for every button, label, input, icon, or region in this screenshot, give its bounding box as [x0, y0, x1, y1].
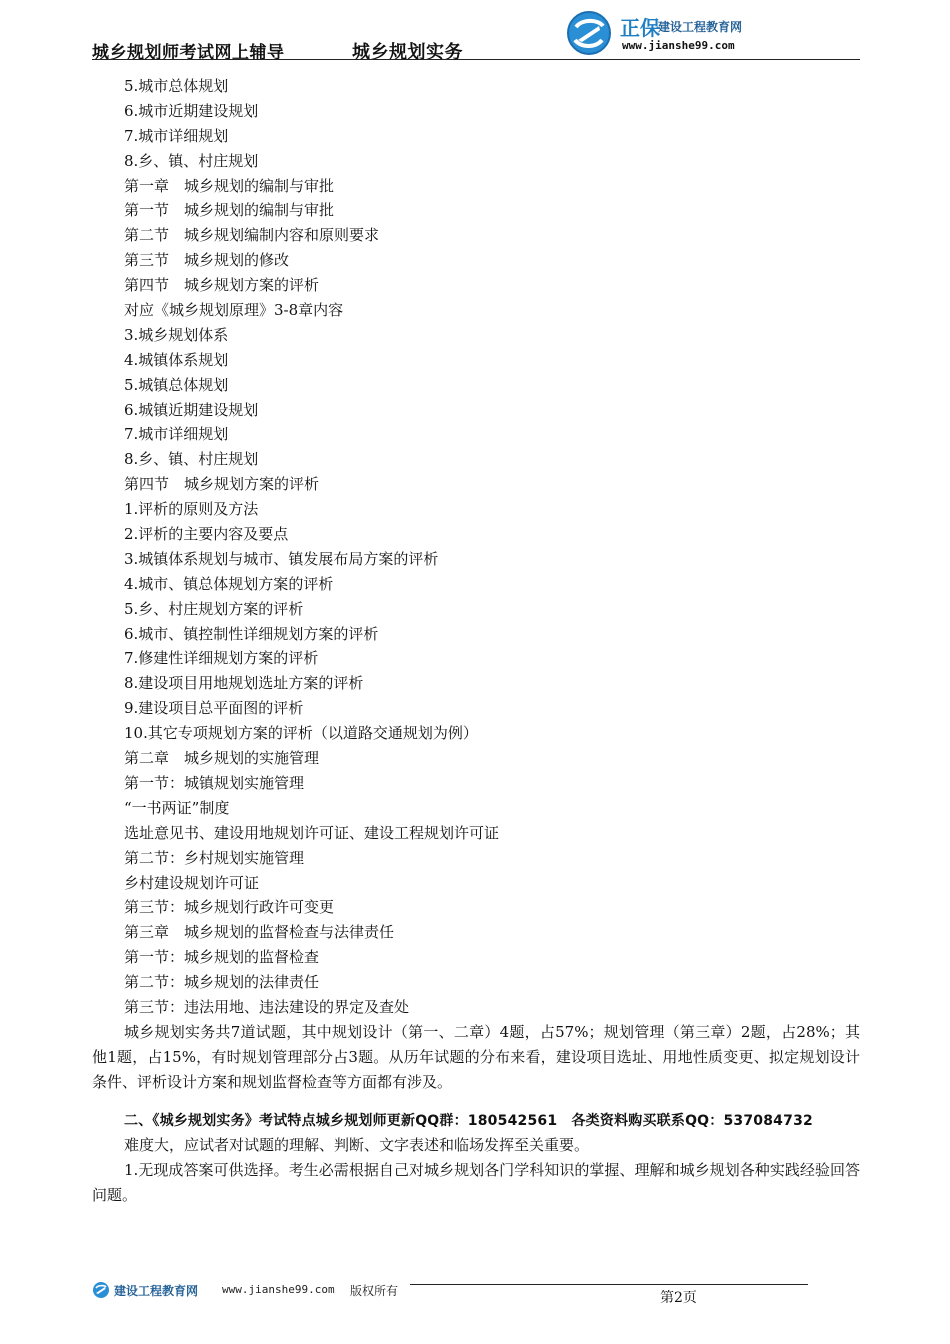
- outline-line: 对应《城乡规划原理》3-8章内容: [124, 301, 344, 320]
- page-number: 第2页: [660, 1290, 697, 1306]
- header-subject-title: 城乡规划实务: [352, 42, 463, 63]
- outline-list: [92, 74, 860, 1020]
- outline-line: 8.乡、镇、村庄规划: [124, 151, 259, 170]
- outline-line: 第一节 城乡规划的编制与审批: [124, 201, 335, 220]
- outline-line: 第二节：乡村规划实施管理: [124, 848, 305, 867]
- footer-copyright: 版权所有: [350, 1284, 399, 1298]
- point-1-paragraph: 1.无现成答案可供选择。考生必需根据自己对城乡规划各门学科知识的掌握、理解和城乡规划各种实践经验回答问题。: [92, 1161, 860, 1205]
- section-heading: 二、《城乡规划实务》考试特点城乡规划师更新QQ群：180542561 各类资料购买联系QQ：537084732: [124, 1112, 813, 1129]
- logo-mark-icon: [566, 10, 612, 56]
- outline-line: 10.其它专项规划方案的评析（以道路交通规划为例）: [124, 724, 478, 743]
- outline-line: 第四节 城乡规划方案的评析: [124, 475, 320, 494]
- outline-line: 4.城镇体系规划: [124, 350, 229, 369]
- outline-line: 9.建设项目总平面图的评析: [124, 699, 304, 718]
- footer-divider: [410, 1284, 808, 1285]
- header-divider: [92, 59, 860, 60]
- outline-line: 6.城市近期建设规划: [124, 101, 259, 120]
- header-course-title: 城乡规划师考试网上辅导: [92, 43, 285, 63]
- outline-line: 第一节：城乡规划的监督检查: [124, 948, 320, 967]
- outline-line: 1.评析的原则及方法: [124, 500, 259, 519]
- outline-line: 第二节 城乡规划编制内容和原则要求: [124, 226, 380, 245]
- outline-line: 6.城镇近期建设规划: [124, 400, 259, 419]
- outline-line: 第三节：违法用地、违法建设的界定及查处: [124, 997, 410, 1016]
- outline-line: 5.乡、村庄规划方案的评析: [124, 599, 304, 618]
- footer-site-name: 建设工程教育网: [114, 1284, 199, 1298]
- outline-line: 6.城市、镇控制性详细规划方案的评析: [124, 624, 379, 643]
- outline-line: 8.乡、镇、村庄规划: [124, 450, 259, 469]
- brand-logo[interactable]: [566, 6, 856, 56]
- outline-line: 2.评析的主要内容及要点: [124, 525, 289, 544]
- logo-url: www.jianshe99.com: [622, 39, 735, 52]
- outline-line: 5.城镇总体规划: [124, 375, 229, 394]
- outline-line: 5.城市总体规划: [124, 77, 229, 95]
- outline-line: 3.城镇体系规划与城市、镇发展布局方案的评析: [124, 549, 439, 568]
- outline-line: 7.修建性详细规划方案的评析: [124, 649, 319, 668]
- summary-paragraph: 城乡规划实务共7道试题，其中规划设计（第一、二章）4题，占57%；规划管理（第三章）2题，占28%；其他1题，占15%，有时规划管理部分占3题。从历年试题的分布来看，建设项目选址、用地性质变更、拟定规划设计条件、评析设计方案和规划监督检查等方面都有涉及。: [92, 1022, 860, 1091]
- outline-line: 第二章 城乡规划的实施管理: [124, 749, 320, 768]
- outline-line: 第一节：城镇规划实施管理: [124, 773, 305, 792]
- outline-line: 第四节 城乡规划方案的评析: [124, 276, 320, 295]
- outline-line: 选址意见书、建设用地规划许可证、建设工程规划许可证: [124, 823, 500, 842]
- document-body: [92, 74, 860, 1208]
- outline-line: 7.城市详细规划: [124, 126, 229, 145]
- outline-line: 4.城市、镇总体规划方案的评析: [124, 574, 334, 593]
- outline-line: 第三节 城乡规划的修改: [124, 251, 290, 270]
- outline-line: 第一章 城乡规划的编制与审批: [124, 176, 335, 195]
- footer-url[interactable]: www.jianshe99.com: [222, 1283, 335, 1296]
- page-footer: [92, 1276, 860, 1316]
- outline-line: 第三节：城乡规划行政许可变更: [124, 898, 335, 917]
- outline-line: 第三章 城乡规划的监督检查与法律责任: [124, 923, 395, 942]
- logo-brand-subtitle: 建设工程教育网: [658, 20, 743, 34]
- page-header: [92, 0, 860, 62]
- footer-logo-icon: [92, 1281, 110, 1299]
- spacer: [92, 1095, 860, 1109]
- logo-brand-name: 正保: [620, 16, 660, 40]
- difficulty-paragraph: 难度大，应试者对试题的理解、判断、文字表述和临场发挥至关重要。: [124, 1136, 590, 1155]
- outline-line: 乡村建设规划许可证: [124, 873, 260, 892]
- outline-line: 8.建设项目用地规划选址方案的评析: [124, 674, 364, 693]
- outline-line: 第二节：城乡规划的法律责任: [124, 973, 320, 992]
- outline-line: 7.城市详细规划: [124, 425, 229, 444]
- outline-line: 3.城乡规划体系: [124, 325, 229, 344]
- outline-line: “一书两证”制度: [124, 798, 230, 817]
